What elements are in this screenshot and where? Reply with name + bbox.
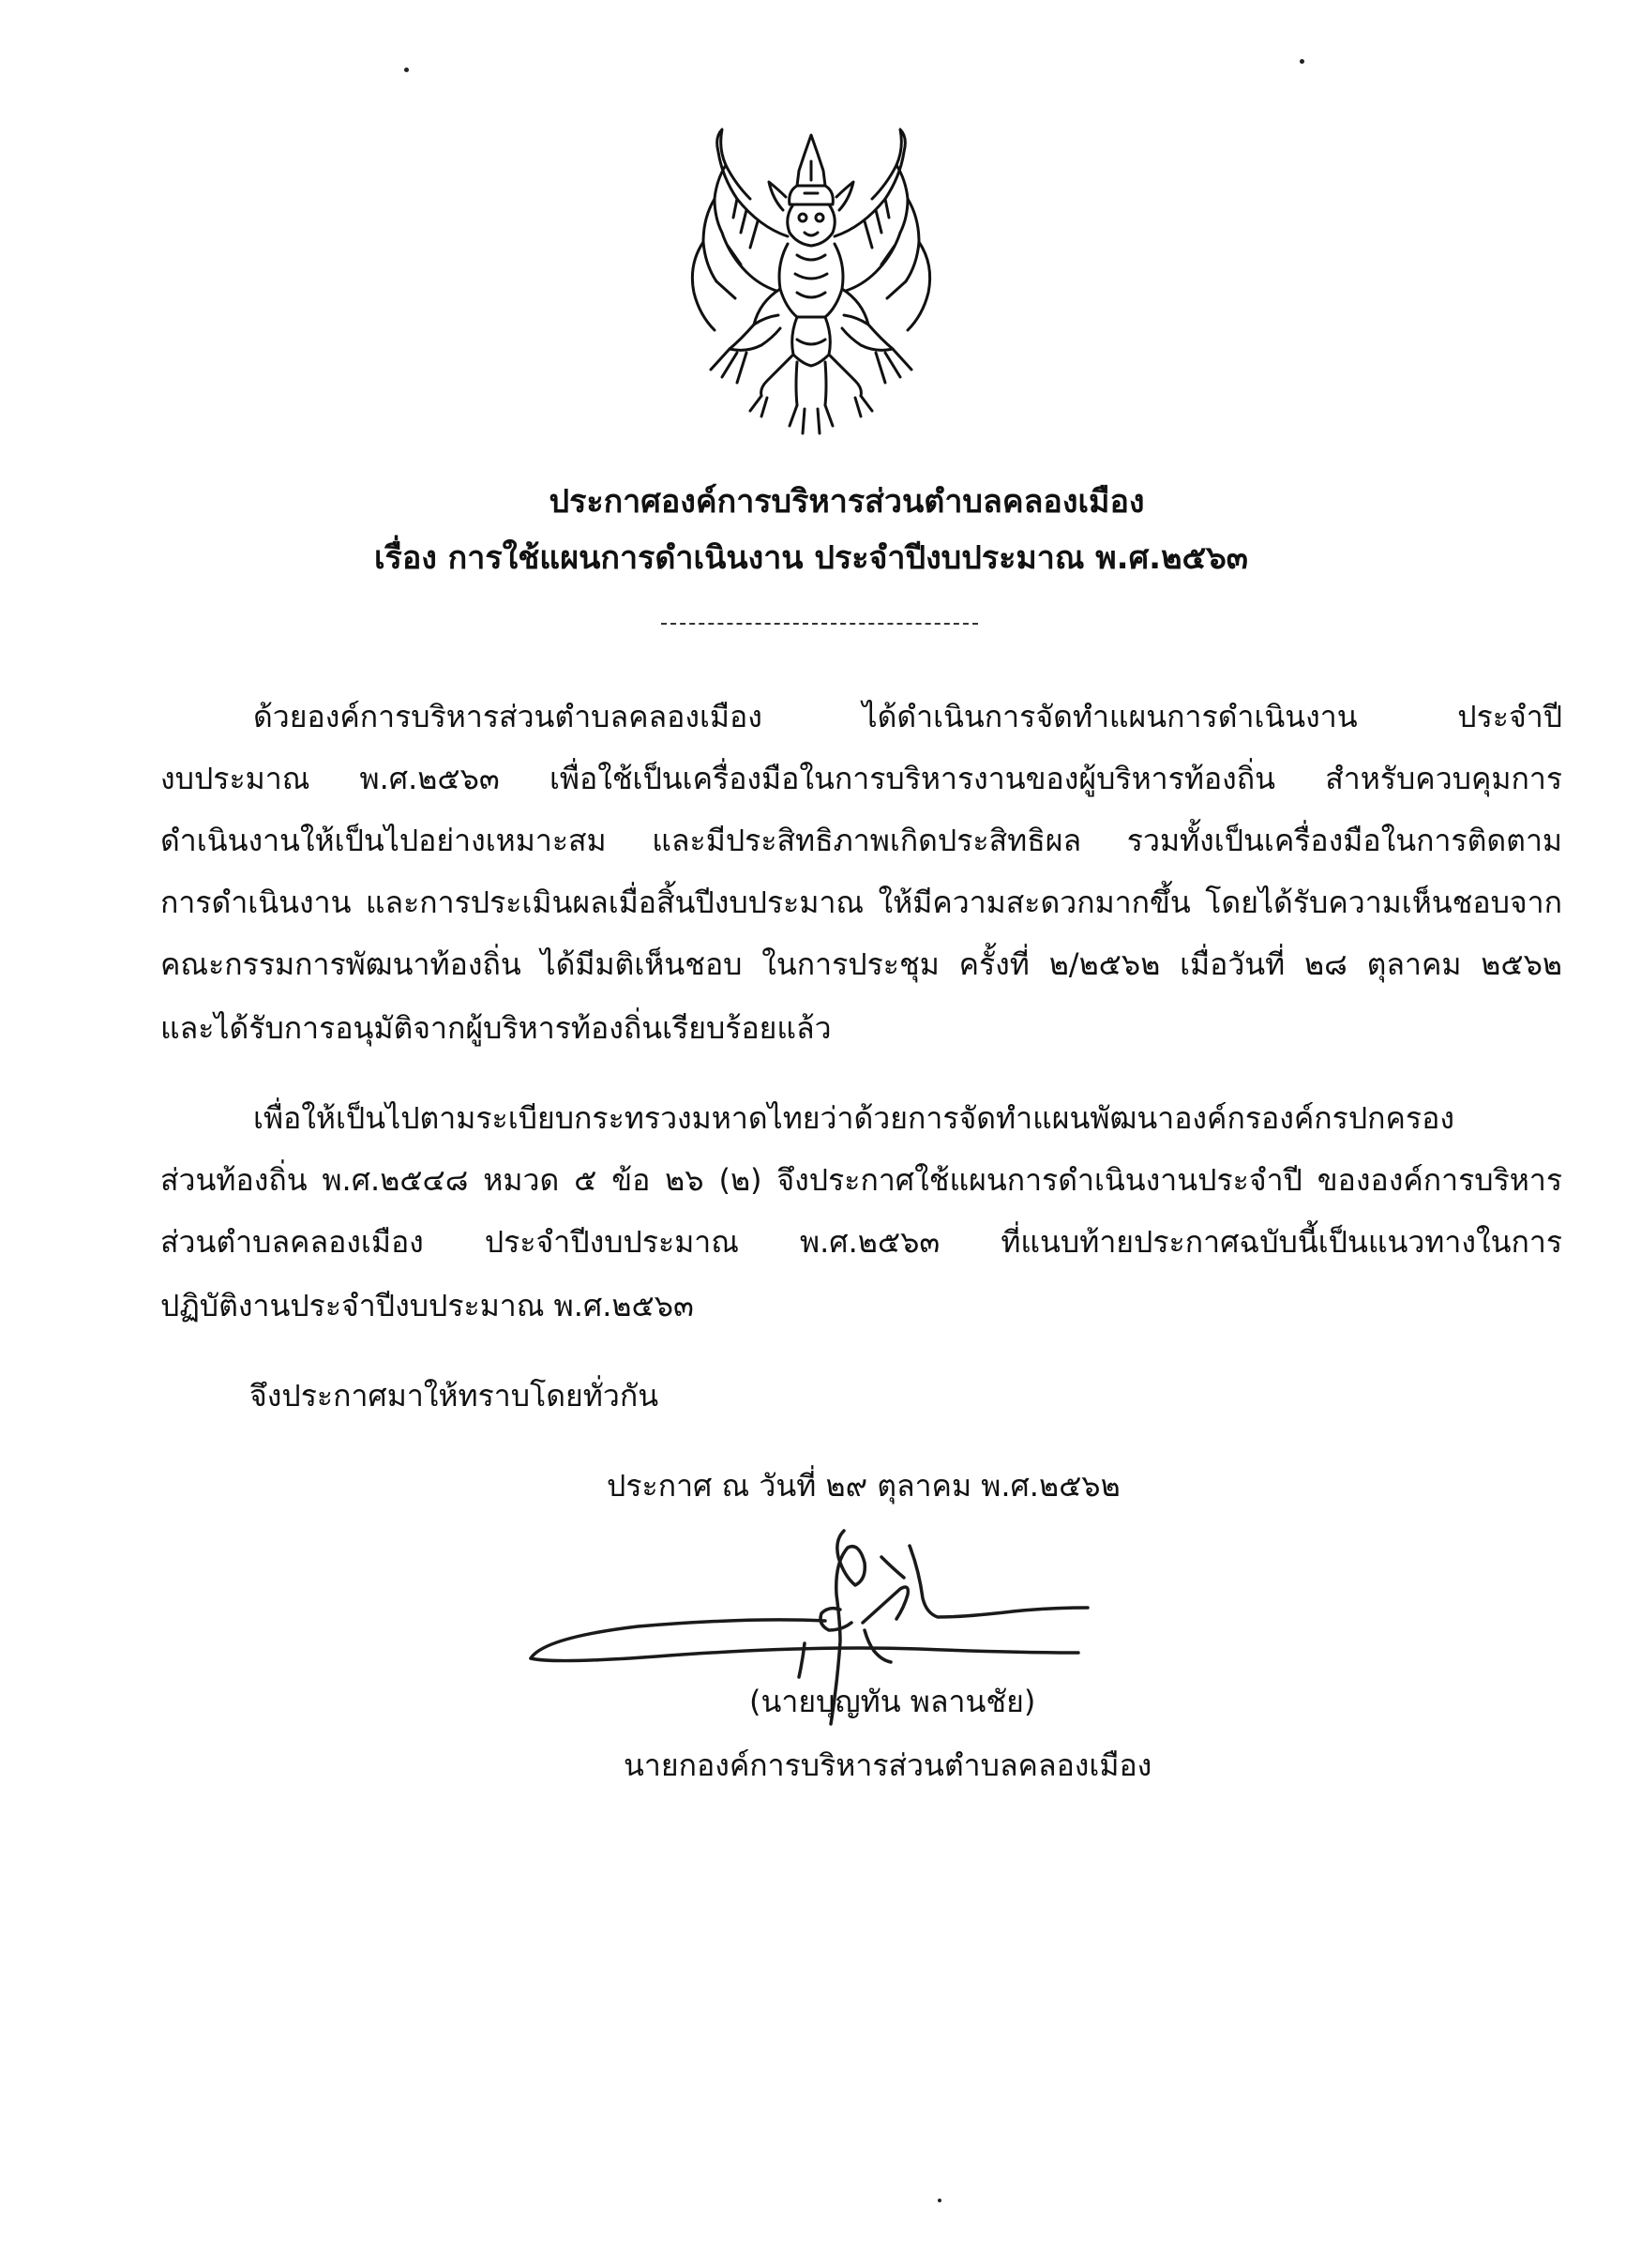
paragraph-1-line: คณะกรรมการพัฒนาท้องถิ่น ได้มีมติเห็นชอบ ในการประชุม ครั้งที่ ๒/๒๕๖๒ เมื่อวันที่ ๒๘ ตุลาคม ๒๕๖๒: [160, 946, 1562, 982]
announcement-subject: เรื่อง การใช้แผนการดำเนินงาน ประจำปีงบประมาณ พ.ศ.๒๕๖๓: [373, 539, 1249, 577]
signer-name: (นายบุญทัน พลานชัย): [749, 1684, 1036, 1719]
scan-speck: [404, 68, 409, 72]
paragraph-1-line: ดำเนินงานให้เป็นไปอย่างเหมาะสม และมีประสิทธิภาพเกิดประสิทธิผล รวมทั้งเป็นเครื่องมือในการติดตาม: [160, 823, 1562, 858]
paragraph-1-line: การดำเนินงาน และการประเมินผลเมื่อสิ้นปีงบประมาณ ให้มีความสะดวกมากขึ้น โดยได้รับความเห็นชอบจาก: [160, 885, 1562, 920]
signer-title: นายกองค์การบริหารส่วนตำบลคลองเมือง: [624, 1747, 1152, 1783]
closing-statement: จึงประกาศมาให้ทราบโดยทั่วกัน: [249, 1378, 659, 1414]
announcement-date: ประกาศ ณ วันที่ ๒๙ ตุลาคม พ.ศ.๒๕๖๒: [607, 1468, 1121, 1504]
paragraph-2-line: ปฏิบัติงานประจำปีงบประมาณ พ.ศ.๒๕๖๓: [160, 1288, 694, 1323]
paragraph-2-line: เพื่อให้เป็นไปตามระเบียบกระทรวงมหาดไทยว่าด้วยการจัดทำแผนพัฒนาองค์กรองค์กรปกครอง: [253, 1100, 1454, 1136]
paragraph-1-line: และได้รับการอนุมัติจากผู้บริหารท้องถิ่นเรียบร้อยแล้ว: [160, 1010, 832, 1046]
paragraph-2-line: ส่วนท้องถิ่น พ.ศ.๒๕๔๘ หมวด ๕ ข้อ ๒๖ (๒) จึงประกาศใช้แผนการดำเนินงานประจำปี ขององค์การบริหาร: [160, 1162, 1562, 1198]
scan-speck: [1300, 59, 1304, 64]
scan-speck: [938, 2199, 941, 2202]
title-separator: [661, 623, 978, 625]
paragraph-1-line: งบประมาณ พ.ศ.๒๕๖๓ เพื่อใช้เป็นเครื่องมือในการบริหารงานของผู้บริหารท้องถิ่น สำหรับควบคุมการ: [160, 761, 1562, 796]
paragraph-2-line: ส่วนตำบลคลองเมือง ประจำปีงบประมาณ พ.ศ.๒๕๖๓ ที่แนบท้ายประกาศฉบับนี้เป็นแนวทางในการ: [160, 1224, 1562, 1260]
announcement-title: ประกาศองค์การบริหารส่วนตำบลคลองเมือง: [549, 483, 1145, 521]
garuda-emblem-icon: [656, 124, 966, 443]
paragraph-1-line: ด้วยองค์การบริหารส่วนตำบลคลองเมือง ได้ดำเนินการจัดทำแผนการดำเนินงาน ประจำปี: [253, 699, 1562, 734]
